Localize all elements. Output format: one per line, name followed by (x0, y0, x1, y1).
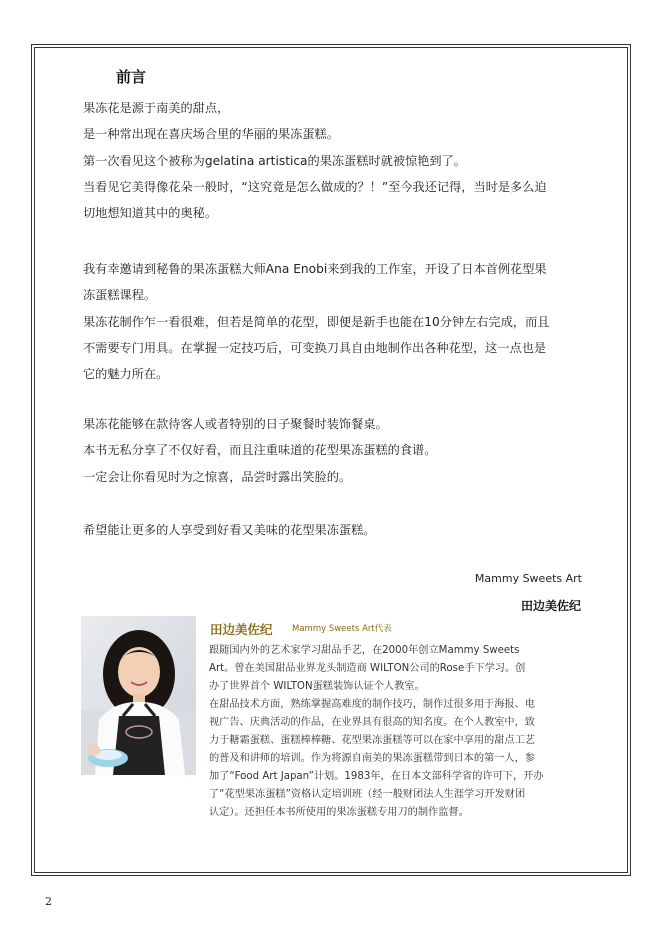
signature-name: 田边美佐纪 (520, 599, 581, 613)
text-line: 冻蛋糕课程。 (83, 288, 157, 303)
text-line: 本书无私分享了不仅好看，而且注重味道的花型果冻蛋糕的食谱。 (83, 443, 437, 458)
bio-line: 视广告、庆典活动的作品，在业界具有很高的知名度。在个人教室中，致 (209, 717, 535, 728)
paragraph-1 (83, 95, 585, 226)
paragraph-2 (83, 256, 585, 387)
text-line: 是一种常出现在喜庆场合里的华丽的果冻蛋糕。 (83, 127, 339, 142)
bio-line: 了“花型果冻蛋糕”资格认定培训班（经一般财团法人生涯学习开发财团 (209, 789, 526, 800)
text-line: 它的魅力所在。 (83, 367, 169, 382)
text-line: 果冻花制作乍一看很难，但若是简单的花型，即便是新手也能在10分钟左右完成，而且 (83, 314, 550, 329)
bio-role: Mammy Sweets Art代表 (292, 624, 392, 634)
bio-line: Art。曾在美国甜品业界龙头制造商 WILTON公司的Rose手下学习。创 (209, 663, 526, 674)
author-photo (81, 616, 196, 775)
bio-line: 的普及和讲师的培训。作为将源自南美的果冻蛋糕带到日本的第一人，参 (209, 753, 535, 764)
bio-text (209, 642, 589, 822)
text-line: 不需要专门用具。在掌握一定技巧后，可变换刀具自由地制作出各种花型，这一点也是 (83, 340, 547, 355)
bio-line: 办了世界首个 WILTON蛋糕装饰认证个人教室。 (209, 681, 425, 692)
bio-line: 跟随国内外的艺术家学习甜品手艺，在2000年创立Mammy Sweets (209, 645, 520, 656)
text-line: 第一次看见这个被称为gelatina artistica的果冻蛋糕时就被惊艳到了。 (83, 153, 466, 168)
bio-line: 加了“Food Art Japan”计划。1983年，在日本文部科学省的许可下，开办 (209, 771, 544, 782)
paragraph-3 (83, 411, 585, 490)
page-title: 前言 (116, 68, 147, 86)
text-line: 果冻花是源于南美的甜点， (83, 101, 230, 115)
bio-line: 力于糖霜蛋糕、蛋糕棒棒糖、花型果冻蛋糕等可以在家中享用的甜点工艺 (209, 735, 535, 746)
bio-line: 在甜品技术方面，熟练掌握高难度的制作技巧，制作过很多用于海报、电 (209, 699, 535, 710)
text-line: 果冻花能够在款待客人或者特别的日子聚餐时装饰餐桌。 (83, 417, 388, 431)
signature-brand: Mammy Sweets Art (474, 572, 582, 585)
text-line: 希望能让更多的人享受到好看又美味的花型果冻蛋糕。 (83, 523, 376, 537)
text-line: 当看见它美得像花朵一般时，“这究竟是怎么做成的？！”至今我还记得，当时是多么迫 (83, 179, 547, 194)
paragraph-4 (83, 517, 585, 543)
page-number: 2 (45, 895, 52, 908)
bio-line: 认定）。还担任本书所使用的果冻蛋糕专用刀的制作监督。 (209, 807, 469, 818)
text-line: 我有幸邀请到秘鲁的果冻蛋糕大师Ana Enobi来到我的工作室，开设了日本首例花型果 (83, 262, 547, 276)
text-line: 切地想知道其中的奥秘。 (83, 206, 218, 221)
bio-name: 田边美佐纪 (210, 622, 273, 637)
text-line: 一定会让你看见时为之惊喜，品尝时露出笑脸的。 (83, 469, 352, 484)
